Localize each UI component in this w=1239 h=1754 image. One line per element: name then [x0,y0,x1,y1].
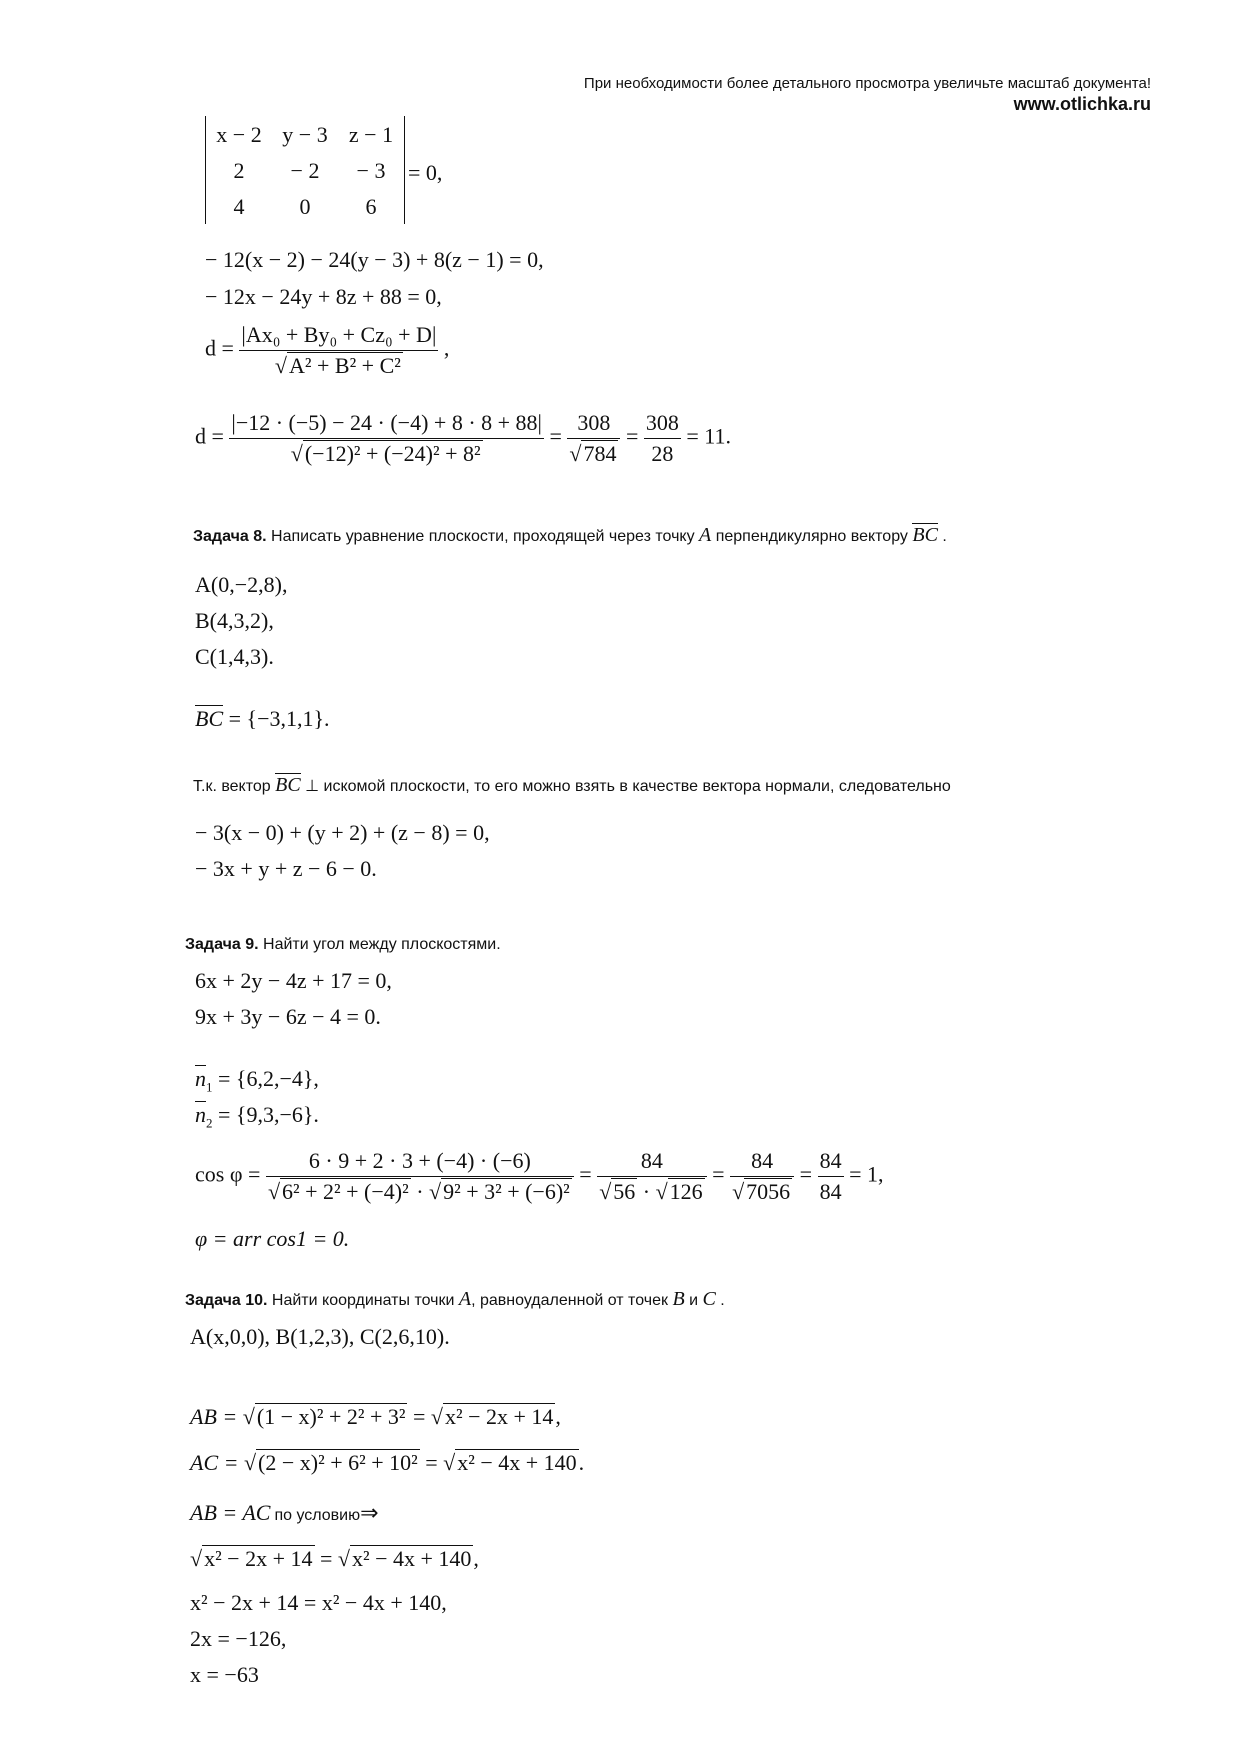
fraction-numerator: 84 [597,1148,706,1177]
normal-n2-name: n [195,1102,206,1127]
ab-lhs: AB = [190,1404,238,1429]
normal-n2 [195,1102,319,1131]
determinant-tail: = 0, [408,160,443,185]
det-cell: 2 [233,158,245,183]
ac-end: . [578,1450,585,1475]
fraction-numerator: 84 [730,1148,794,1177]
equation-line: − 3x + y + z − 6 − 0. [195,856,377,881]
task9-label: Задача 9. [185,936,259,953]
point-a: A(0,−2,8), [195,572,288,597]
task10-point-a: A [458,1288,472,1310]
cos-fraction: $\frac{6 \cdot 9 + 2 \cdot 3 + (-4) \cdot (-6)}{\text{√6² + 2² + (−4)² · √9² + 3² + (−6)²}}$ [266,1148,574,1205]
fraction-denominator: 7056 [746,1179,791,1204]
distance-lhs: d = [195,423,224,449]
radicand: (2 − x)² + 6² + 10² [258,1450,418,1475]
cos-result: = 1, [849,1161,884,1187]
fraction-numerator: 6 · 9 + 2 · 3 + (−4) · (−6) [266,1148,574,1177]
task8-vector: BC [912,524,938,546]
note-vector: BC [275,774,301,796]
fraction-denominator: 56 [613,1179,636,1204]
task10-points: A(x,0,0), B(1,2,3), C(2,6,10). [190,1324,450,1349]
task8-text2: перпендикулярно вектору [715,528,908,545]
task10-text: Найти координаты точки [271,1292,455,1309]
normal-n2-sub: 2 [206,1115,213,1131]
fraction-denominator: 84 [819,1179,842,1204]
fraction-denominator: 784 [583,441,617,466]
ac-lhs: AC = [190,1450,239,1475]
determinant [205,116,405,224]
distance-lhs: d = [205,335,234,361]
vector-bc-name: BC [195,706,224,731]
det-cell: y − 3 [282,122,328,147]
fraction-numerator: |Ax₀ + By₀ + Cz₀ + D| [239,322,438,351]
det-cell: − 2 [290,158,320,183]
fraction-denominator: 28 [651,441,674,466]
plane-2: 9x + 3y − 6z − 4 = 0. [195,1004,381,1029]
distance-calculation: d = $\frac{|-12 \cdot (-5) - 24 \cdot (-4) + 8 \cdot 8 + 88|}{\text{√(−12)² + (−24)² + 8²}}$ = $\frac{308}{√784}$ = $\frac{308}{28}$ = 11. [195,410,731,466]
radicand: x² − 4x + 140 [457,1450,577,1475]
task8-note [193,774,951,797]
det-cell: x − 2 [216,122,262,147]
fraction-numerator: |−12 · (−5) − 24 · (−4) + 8 · 8 + 88| [229,410,544,439]
task9-statement [185,936,501,954]
det-cell: z − 1 [348,122,394,147]
det-cell: 4 [233,194,245,219]
fraction: $\frac{308}{√784}$ [567,410,620,467]
condition-arrow: ⇒ [360,1500,379,1525]
task10-text2: , равноудаленной от точек [471,1292,668,1309]
task10-point-b: B [672,1288,685,1310]
radicand: x² − 2x + 14 [444,1404,554,1429]
normal-n1 [195,1066,319,1095]
task8-statement [193,524,947,547]
header-site-link[interactable]: www.otlichka.ru [1013,94,1151,114]
task8-point: A [699,524,712,546]
equation-line: − 12(x − 2) − 24(y − 3) + 8(z − 1) = 0, [205,247,544,272]
distance-formula [205,322,449,379]
fraction [818,1148,844,1205]
task10-point-c: C [702,1288,716,1310]
condition-equation: AB = AC [190,1500,271,1525]
note-prefix: Т.к. вектор [193,778,271,795]
header-note: При необходимости более детального просмотра увеличьте масштаб документа! [583,75,1151,92]
distance-calc-fraction: $\frac{|-12 \cdot (-5) - 24 \cdot (-4) + 8 \cdot 8 + 88|}{\text{√(−12)² + (−24)² + 8²}}$ [231,410,542,466]
task10-end: . [720,1292,725,1309]
fraction-denominator: 126 [669,1179,703,1204]
det-cell: 6 [365,194,377,219]
radicand: x² − 4x + 140 [352,1546,472,1571]
distance-tail: , [443,335,450,361]
fraction: $\frac{84}{√56 \cdot √126}$ [597,1148,706,1205]
normal-n1-name: n [195,1066,206,1091]
radicand: (1 − x)² + 2² + 3² [256,1404,406,1429]
distance-result: = 11. [686,423,731,449]
det-cell: 0 [299,194,311,219]
note-suffix: ⊥ искомой плоскости, то его можно взять в качестве вектора нормали, следовательно [305,778,951,795]
fraction-denominator: A² + B² + C² [289,353,401,378]
cos-calculation: cos φ = $\frac{6 \cdot 9 + 2 \cdot 3 + (-4) \cdot (-6)}{\text{√6² + 2² + (−4)² · √9² + 3² + (−6)²}}$ = $\frac{84}{√56 \cdot √126}$ = $\frac{84}{√7056}$ = $\frac{84}{84}$ = 1, [195,1148,884,1204]
task9-text: Найти угол между плоскостями. [263,936,501,953]
condition-line [190,1500,379,1526]
plane-1: 6x + 2y − 4z + 17 = 0, [195,968,392,993]
fraction [644,410,681,467]
equation-line: 2x = −126, [190,1626,287,1651]
ac-length: AC = √(2 − x)² + 6² + 10² = √x² − 4x + 140. [190,1450,585,1475]
fraction-denominator: 9² + 3² + (−6)² [443,1179,570,1204]
distance-fraction: $\frac{\text{|Ax₀ + By₀ + Cz₀ + D|}}{\text{√A² + B² + C²}}$ [241,322,437,378]
task10-statement [185,1288,725,1311]
equation-line: x² − 2x + 14 = x² − 4x + 140, [190,1590,447,1615]
point-b: B(4,3,2), [195,608,274,633]
condition-text: по условию [274,1507,361,1524]
roots-equation: √x² − 2x + 14 = √x² − 4x + 140, [190,1546,479,1571]
fraction-denominator: (−12)² + (−24)² + 8² [304,441,481,466]
fraction: $\frac{84}{√7056}$ [730,1148,794,1205]
fraction-denominator: 6² + 2² + (−4)² [282,1179,409,1204]
fraction-numerator: 308 [644,410,681,439]
fraction-numerator: 308 [567,410,620,439]
header [584,74,1151,114]
ab-end: , [555,1404,561,1429]
task10-label: Задача 10. [185,1292,268,1309]
vector-bc-value: = {−3,1,1}. [228,706,330,731]
task8-label: Задача 8. [193,528,267,545]
fraction-numerator: 84 [818,1148,844,1177]
task8-text: Написать уравнение плоскости, проходящей через точку [271,528,695,545]
roots-end: , [473,1546,479,1571]
phi-result: φ = arr cos1 = 0. [195,1226,350,1251]
vector-bc [195,706,330,732]
ab-length: AB = √(1 − x)² + 2² + 3² = √x² − 2x + 14, [190,1404,561,1429]
radicand: x² − 2x + 14 [204,1546,313,1571]
normal-n2-value: = {9,3,−6}. [218,1102,319,1127]
equation-line: − 3(x − 0) + (y + 2) + (z − 8) = 0, [195,820,490,845]
task10-and: и [689,1292,699,1309]
det-cell: − 3 [356,158,386,183]
normal-n1-sub: 1 [206,1079,213,1095]
equation-line: − 12x − 24y + 8z + 88 = 0, [205,284,442,309]
cos-lhs: cos φ = [195,1161,261,1187]
normal-n1-value: = {6,2,−4}, [218,1066,319,1091]
task8-end: . [942,528,947,545]
point-c: C(1,4,3). [195,644,274,669]
final-answer: x = −63 [190,1662,259,1687]
